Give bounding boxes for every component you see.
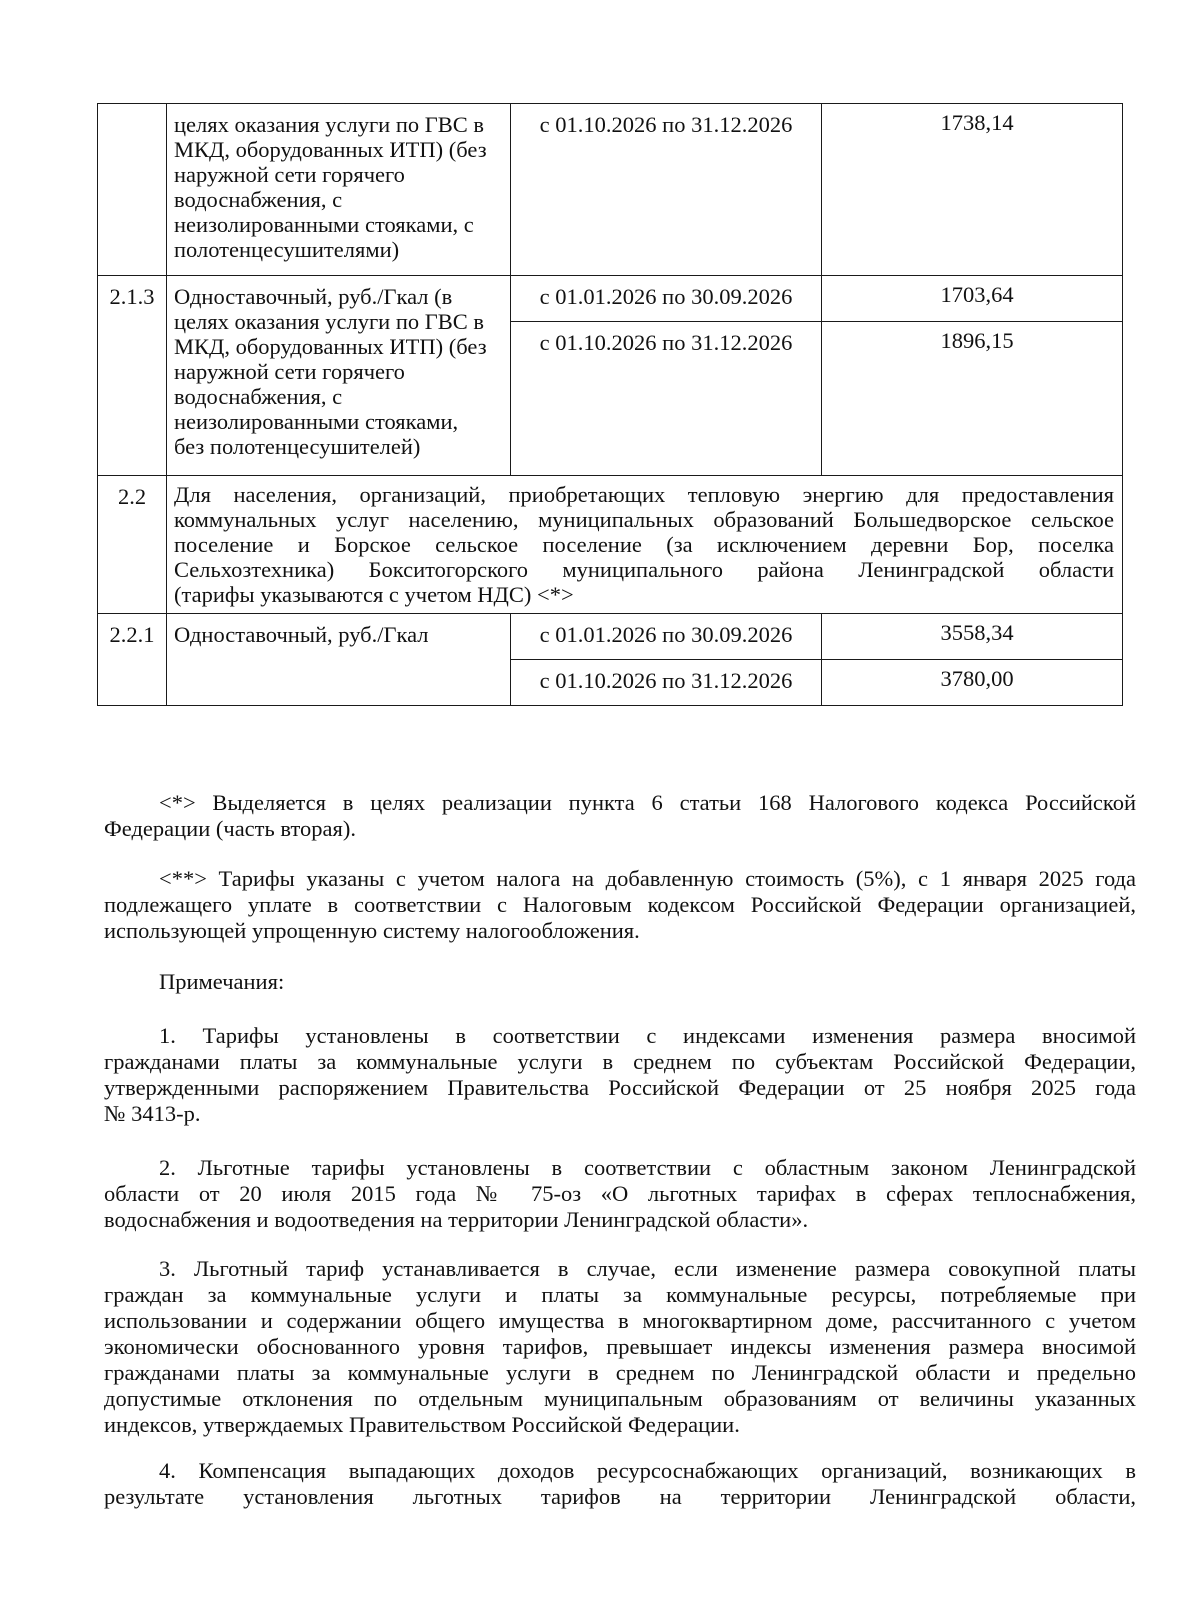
tariff-period: с 01.10.2026 по 31.12.2026 (511, 660, 822, 706)
consumer-group-description: Для населения, организаций, приобретающих тепловую энергию для предоставления коммунальных услуг населению, муниципальных образований Большедворское сельское поселение и Борское сельское поселение (за исключением деревни Бор, поселка Сельхозтехника) Бокситогорского муниципального района Ленинградской области (тарифы указываются с учетом НДС) <*> (167, 476, 1123, 614)
tariff-period: с 01.01.2026 по 30.09.2026 (511, 276, 822, 322)
note-1: 1. Тарифы установлены в соответствии с индексами изменения размера вносимой гражданами платы за коммунальные услуги в среднем по субъектам Российской Федерации, утвержденными распоряжением Правительства Российской Федерации от 25 ноября 2025 года № 3413-р. (104, 1023, 1136, 1126)
table-row (98, 104, 1123, 276)
tariff-period: с 01.01.2026 по 30.09.2026 (511, 614, 822, 660)
notes-heading: Примечания: (159, 969, 285, 994)
footnote-vat: <*> Выделяется в целях реализации пункта 6 статьи 168 Налогового кодекса Российской Федерации (часть вторая). (104, 790, 1136, 841)
tariff-name: Одноставочный, руб./Гкал (167, 614, 511, 706)
row-number: 2.1.3 (98, 276, 167, 476)
table-row (98, 276, 1123, 322)
row-number: 2.2 (98, 476, 167, 614)
tariff-value: 3780,00 (822, 660, 1123, 706)
tariff-period: с 01.10.2026 по 31.12.2026 (511, 104, 822, 276)
table-row (98, 614, 1123, 660)
note-2: 2. Льготные тарифы установлены в соответствии с областным законом Ленинградской области от 20 июля 2015 года № 75-оз «О льготных тарифах в сферах теплоснабжения, водоснабжения и водоотведения на территории Ленинградской области». (104, 1155, 1136, 1232)
note-4: 4. Компенсация выпадающих доходов ресурсоснабжающих организаций, возникающих в результате установления льготных тарифов на территории Ленинградской области, (104, 1458, 1136, 1509)
row-number: 2.2.1 (98, 614, 167, 706)
tariff-name: целях оказания услуги по ГВС в МКД, оборудованных ИТП) (без наружной сети горячего водоснабжения, с неизолированными стояками, с полотенцесушителями) (167, 104, 511, 276)
tariff-value: 1896,15 (822, 322, 1123, 476)
tariff-value: 1738,14 (822, 104, 1123, 276)
note-3: 3. Льготный тариф устанавливается в случае, если изменение размера совокупной платы граждан за коммунальные услуги и платы за коммунальные ресурсы, потребляемые при использовании и содержании общего имущества в многоквартирном доме, рассчитанного с учетом экономически обоснованного уровня тарифов, превышает индексы изменения размера вносимой гражданами платы за коммунальные услуги в среднем по Ленинградской области и предельно допустимые отклонения по отдельным муниципальным образованиям от величины указанных индексов, утверждаемых Правительством Российской Федерации. (104, 1256, 1136, 1437)
tariff-period: с 01.10.2026 по 31.12.2026 (511, 322, 822, 476)
table-row (98, 476, 1123, 614)
footnote-simplified-tax: <**> Тарифы указаны с учетом налога на добавленную стоимость (5%), с 1 января 2025 года подлежащего уплате в соответствии с Налоговым кодексом Российской Федерации организацией, использующей упрощенную систему налогообложения. (104, 866, 1136, 943)
tariff-value: 3558,34 (822, 614, 1123, 660)
tariff-name: Одноставочный, руб./Гкал (в целях оказания услуги по ГВС в МКД, оборудованных ИТП) (без наружной сети горячего водоснабжения, с неизолированными стояками, без полотенцесушителей) (167, 276, 511, 476)
row-number (98, 104, 167, 276)
tariff-value: 1703,64 (822, 276, 1123, 322)
tariff-table (97, 103, 1123, 706)
